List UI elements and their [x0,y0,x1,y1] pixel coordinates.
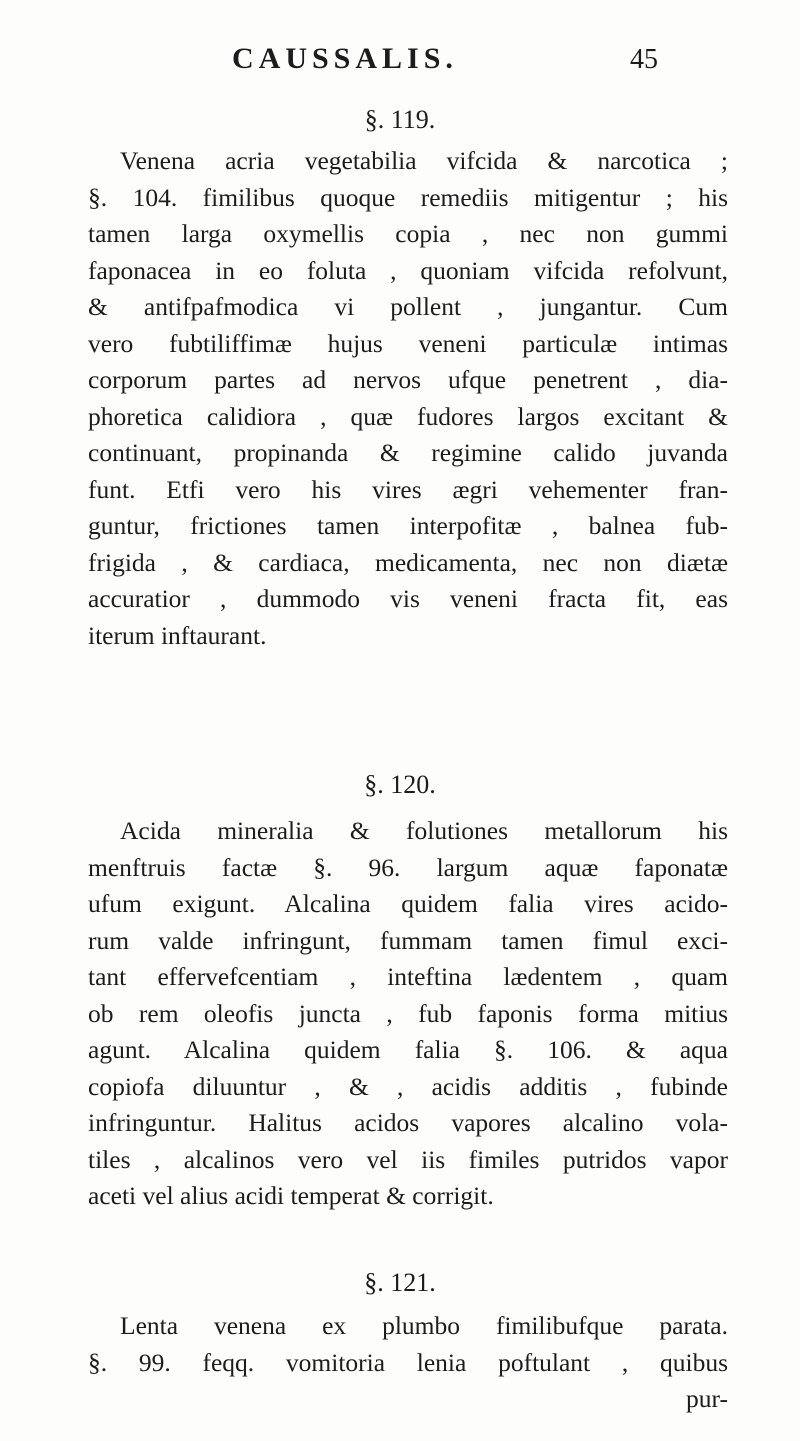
section-heading-120: §. 120. [364,770,436,799]
text-line: tant effervefcentiam , inteftina lædentem , quam [88,962,728,991]
text-line: frigida , & cardiaca, medicamenta, nec non diætæ [88,547,728,577]
paragraph-120 [88,813,728,1215]
section-heading-119: §. 119. [364,105,436,134]
text-line: Acida mineralia & folutiones metallorum his [120,816,728,845]
text-line: funt. Etfi vero his vires ægri vehementer fran- [88,474,728,504]
text-line: accuratior , dummodo vis veneni fracta fit, eas [88,584,728,613]
text-line: continuant, propinanda & regimine calido juvanda [88,438,728,467]
text-line: & antifpafmodica vi pollent , jungantur. Cum [88,292,728,321]
text-line: Venena acria vegetabilia vifcida & narcotica ; [120,146,728,175]
text-line: vero fubtiliffimæ hujus veneni particulæ intimas [88,328,728,358]
text-line: infringuntur. Halitus acidos vapores alcalino vola- [88,1108,728,1137]
text-line: rum valde infringunt, fummam tamen fimul exci- [88,925,728,955]
paragraph-119 [88,143,728,654]
text-line: guntur, frictiones tamen interpofitæ , balnea fub- [88,511,728,540]
text-line: menftruis factæ §. 96. largum aquæ faponatæ [88,852,728,882]
text-line: phoretica calidiora , quæ fudores largos excitant & [88,401,728,431]
text-line: §. 99. feqq. vomitoria lenia poftulant , quibus [88,1347,728,1377]
text-line: tiles , alcalinos vero vel iis fimiles putridos vapor [88,1144,728,1174]
catchword: pur- [686,1384,728,1413]
text-line: corporum partes ad nervos ufque penetrent , dia- [88,365,728,394]
text-line: aceti vel alius acidi temperat & corrigit. [88,1181,494,1210]
running-title: CAUSSALIS. [232,42,458,75]
paragraph-121 [88,1308,728,1418]
text-line: copiofa diluuntur , & , acidis additis , fubinde [88,1071,728,1101]
text-line: faponacea in eo foluta , quoniam vifcida refolvunt, [88,255,728,285]
text-line: Lenta venena ex plumbo fimilibufque parata. [120,1311,728,1340]
text-line: §. 104. fimilibus quoque remediis mitigentur ; his [88,182,728,212]
page-number: 45 [630,44,658,75]
text-line: tamen larga oxymellis copia , nec non gummi [88,219,728,248]
running-head [0,42,800,92]
section-heading-121: §. 121. [364,1268,436,1297]
text-line: iterum inftaurant. [88,620,267,650]
text-line: agunt. Alcalina quidem falia §. 106. & aqua [88,1035,728,1064]
text-line: ob rem oleofis juncta , fub faponis forma mitius [88,998,728,1028]
text-line: ufum exigunt. Alcalina quidem falia vires acido- [88,889,728,918]
